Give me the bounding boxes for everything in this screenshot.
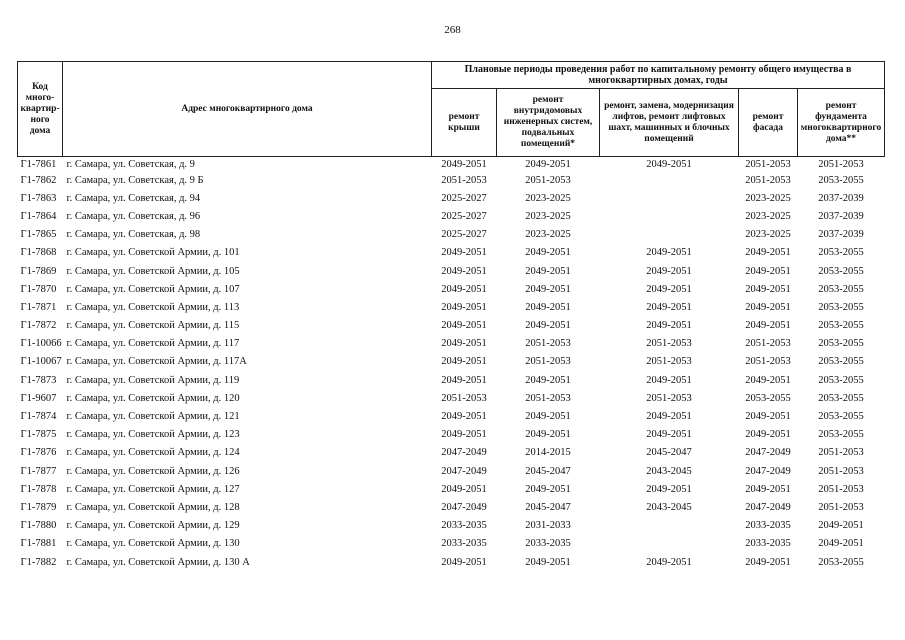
cell-facade: 2051-2053 (745, 356, 791, 368)
cell-code: Г1-7877 (20, 465, 57, 477)
cell-foundation: 2053-2055 (818, 429, 864, 441)
cell-code: Г1-7876 (20, 447, 57, 459)
cell-systems: 2049-2051 (525, 483, 571, 495)
cell-address: г. Самара, ул. Советской Армии, д. 128 (66, 501, 240, 513)
cell-systems: 2023-2025 (525, 229, 571, 241)
cell-systems: 2049-2051 (525, 158, 571, 170)
cell-facade: 2023-2025 (745, 192, 791, 204)
table-row (18, 498, 885, 516)
cell-foundation: 2037-2039 (818, 192, 864, 204)
cell-facade: 2049-2051 (745, 301, 791, 313)
cell-systems: 2051-2053 (525, 392, 571, 404)
header-roof: ремонт крыши (432, 89, 497, 157)
cell-roof: 2047-2049 (441, 447, 487, 459)
table-row (18, 280, 885, 298)
cell-elevators (600, 171, 739, 189)
cell-code: Г1-7878 (20, 483, 57, 495)
table-body (18, 157, 885, 572)
table-row (18, 517, 885, 535)
table-row (18, 226, 885, 244)
cell-systems: 2033-2035 (525, 538, 571, 550)
cell-facade: 2049-2051 (745, 374, 791, 386)
table-header (18, 62, 885, 157)
cell-code: Г1-7869 (20, 265, 57, 277)
cell-elevators (600, 226, 739, 244)
cell-elevators: 2049-2051 (646, 283, 692, 295)
table-row (18, 157, 885, 172)
cell-facade: 2049-2051 (745, 429, 791, 441)
cell-roof: 2033-2035 (441, 538, 487, 550)
cell-facade: 2049-2051 (745, 483, 791, 495)
table-row (18, 262, 885, 280)
cell-systems: 2049-2051 (525, 429, 571, 441)
cell-roof: 2033-2035 (441, 520, 487, 532)
cell-facade: 2047-2049 (745, 501, 791, 513)
cell-foundation: 2037-2039 (818, 210, 864, 222)
cell-facade: 2023-2025 (745, 229, 791, 241)
cell-roof: 2049-2051 (441, 338, 487, 350)
table-row (18, 426, 885, 444)
cell-code: Г1-9607 (20, 392, 57, 404)
cell-roof: 2047-2049 (441, 465, 487, 477)
cell-code: Г1-7865 (20, 229, 57, 241)
cell-roof: 2025-2027 (441, 210, 487, 222)
cell-code: Г1-7873 (20, 374, 57, 386)
cell-code: Г1-10067 (20, 356, 62, 368)
cell-code: Г1-7868 (20, 247, 57, 259)
cell-systems: 2049-2051 (525, 265, 571, 277)
cell-systems: 2014-2015 (525, 447, 571, 459)
cell-facade: 2051-2053 (745, 174, 791, 186)
cell-code: Г1-7863 (20, 192, 57, 204)
cell-systems: 2049-2051 (525, 374, 571, 386)
cell-address: г. Самара, ул. Советской Армии, д. 119 (66, 374, 240, 386)
cell-facade: 2053-2055 (745, 392, 791, 404)
header-foundation: ремонт фундамента многоквартирного дома** (798, 89, 885, 157)
cell-facade: 2033-2035 (745, 520, 791, 532)
cell-foundation: 2051-2053 (818, 465, 864, 477)
cell-elevators: 2049-2051 (646, 158, 692, 170)
cell-foundation: 2053-2055 (818, 174, 864, 186)
cell-code: Г1-7882 (20, 556, 57, 568)
cell-systems: 2023-2025 (525, 192, 571, 204)
cell-elevators: 2049-2051 (646, 374, 692, 386)
header-elevators: ремонт, замена, модернизация лифтов, ремонт лифтовых шахт, машинных и блочных помещений (600, 89, 739, 157)
cell-foundation: 2053-2055 (818, 338, 864, 350)
cell-systems: 2023-2025 (525, 210, 571, 222)
cell-roof: 2025-2027 (441, 192, 487, 204)
header-systems: ремонт внутридомовых инженерных систем, подвальных помещений* (497, 89, 600, 157)
cell-facade: 2047-2049 (745, 447, 791, 459)
cell-address: г. Самара, ул. Советской Армии, д. 117 (66, 338, 240, 350)
cell-address: г. Самара, ул. Советской Армии, д. 129 (66, 520, 240, 532)
cell-systems: 2031-2033 (525, 520, 571, 532)
cell-elevators: 2051-2053 (646, 356, 692, 368)
cell-code: Г1-7874 (20, 411, 57, 423)
cell-roof: 2025-2027 (441, 229, 487, 241)
cell-address: г. Самара, ул. Советской Армии, д. 107 (66, 283, 240, 295)
cell-address: г. Самара, ул. Советская, д. 9 (66, 158, 195, 170)
cell-address: г. Самара, ул. Советская, д. 98 (66, 229, 201, 241)
cell-roof: 2049-2051 (441, 247, 487, 259)
cell-facade: 2051-2053 (745, 338, 791, 350)
cell-systems: 2049-2051 (525, 283, 571, 295)
cell-systems: 2049-2051 (525, 301, 571, 313)
table-row (18, 207, 885, 225)
cell-elevators: 2049-2051 (646, 301, 692, 313)
table-row (18, 444, 885, 462)
cell-facade: 2049-2051 (745, 556, 791, 568)
table-row (18, 480, 885, 498)
cell-foundation: 2049-2051 (818, 538, 864, 550)
cell-address: г. Самара, ул. Советской Армии, д. 130 А (66, 556, 250, 568)
cell-code: Г1-7870 (20, 283, 57, 295)
cell-code: Г1-7875 (20, 429, 57, 441)
cell-roof: 2049-2051 (441, 265, 487, 277)
cell-systems: 2049-2051 (525, 556, 571, 568)
cell-roof: 2047-2049 (441, 501, 487, 513)
cell-elevators: 2049-2051 (646, 429, 692, 441)
capital-repair-table (17, 61, 885, 571)
cell-code: Г1-7864 (20, 210, 57, 222)
cell-elevators: 2051-2053 (646, 392, 692, 404)
cell-systems: 2051-2053 (525, 356, 571, 368)
cell-address: г. Самара, ул. Советской Армии, д. 121 (66, 411, 240, 423)
cell-elevators: 2049-2051 (646, 556, 692, 568)
cell-address: г. Самара, ул. Советской Армии, д. 124 (66, 447, 240, 459)
cell-roof: 2049-2051 (441, 301, 487, 313)
header-address: Адрес многоквартирного дома (63, 62, 432, 157)
cell-roof: 2049-2051 (441, 356, 487, 368)
cell-code: Г1-7880 (20, 520, 57, 532)
cell-foundation: 2053-2055 (818, 556, 864, 568)
cell-elevators: 2049-2051 (646, 411, 692, 423)
cell-elevators (600, 189, 739, 207)
cell-address: г. Самара, ул. Советской Армии, д. 126 (66, 465, 240, 477)
cell-roof: 2049-2051 (441, 283, 487, 295)
cell-facade: 2049-2051 (745, 283, 791, 295)
cell-elevators (600, 517, 739, 535)
cell-roof: 2049-2051 (441, 411, 487, 423)
cell-roof: 2049-2051 (441, 556, 487, 568)
table-row (18, 353, 885, 371)
cell-systems: 2049-2051 (525, 320, 571, 332)
cell-facade: 2049-2051 (745, 411, 791, 423)
cell-foundation: 2053-2055 (818, 374, 864, 386)
cell-code: Г1-7879 (20, 501, 57, 513)
cell-code: Г1-10066 (20, 338, 62, 350)
table-row (18, 371, 885, 389)
header-code: Код много-квартир-ного дома (18, 62, 63, 157)
cell-foundation: 2053-2055 (818, 356, 864, 368)
cell-elevators: 2049-2051 (646, 265, 692, 277)
table-row (18, 389, 885, 407)
cell-systems: 2051-2053 (525, 174, 571, 186)
cell-elevators (600, 207, 739, 225)
table-row (18, 171, 885, 189)
cell-address: г. Самара, ул. Советской Армии, д. 120 (66, 392, 240, 404)
cell-facade: 2051-2053 (745, 158, 791, 170)
cell-systems: 2049-2051 (525, 247, 571, 259)
cell-address: г. Самара, ул. Советской Армии, д. 123 (66, 429, 240, 441)
cell-foundation: 2051-2053 (818, 483, 864, 495)
cell-elevators: 2045-2047 (646, 447, 692, 459)
cell-elevators: 2049-2051 (646, 320, 692, 332)
header-facade: ремонт фасада (739, 89, 798, 157)
cell-foundation: 2053-2055 (818, 392, 864, 404)
cell-code: Г1-7872 (20, 320, 57, 332)
cell-foundation: 2053-2055 (818, 320, 864, 332)
cell-foundation: 2051-2053 (818, 158, 864, 170)
table-row (18, 553, 885, 571)
cell-roof: 2049-2051 (441, 429, 487, 441)
cell-foundation: 2053-2055 (818, 265, 864, 277)
header-work-periods: Плановые периоды проведения работ по капитальному ремонту общего имущества в многоквартирных домах, годы (432, 62, 885, 89)
cell-code: Г1-7871 (20, 301, 57, 313)
cell-systems: 2045-2047 (525, 465, 571, 477)
cell-address: г. Самара, ул. Советской Армии, д. 127 (66, 483, 240, 495)
cell-facade: 2047-2049 (745, 465, 791, 477)
page-number: 268 (444, 24, 461, 36)
cell-facade: 2049-2051 (745, 265, 791, 277)
cell-address: г. Самара, ул. Советской Армии, д. 130 (66, 538, 240, 550)
cell-facade: 2033-2035 (745, 538, 791, 550)
cell-address: г. Самара, ул. Советской Армии, д. 105 (66, 265, 240, 277)
cell-address: г. Самара, ул. Советской Армии, д. 117А (66, 356, 247, 368)
cell-elevators: 2043-2045 (646, 501, 692, 513)
cell-address: г. Самара, ул. Советской Армии, д. 101 (66, 247, 240, 259)
cell-systems: 2051-2053 (525, 338, 571, 350)
cell-address: г. Самара, ул. Советская, д. 94 (66, 192, 201, 204)
cell-roof: 2049-2051 (441, 158, 487, 170)
cell-foundation: 2053-2055 (818, 247, 864, 259)
cell-address: г. Самара, ул. Советская, д. 9 Б (66, 174, 204, 186)
cell-roof: 2049-2051 (441, 483, 487, 495)
table-row (18, 462, 885, 480)
cell-code: Г1-7881 (20, 538, 57, 550)
table-row (18, 189, 885, 207)
cell-address: г. Самара, ул. Советской Армии, д. 113 (66, 301, 240, 313)
cell-foundation: 2051-2053 (818, 501, 864, 513)
cell-roof: 2049-2051 (441, 374, 487, 386)
cell-systems: 2049-2051 (525, 411, 571, 423)
cell-foundation: 2053-2055 (818, 301, 864, 313)
cell-elevators (600, 535, 739, 553)
table-row (18, 317, 885, 335)
cell-elevators: 2049-2051 (646, 247, 692, 259)
table-row (18, 335, 885, 353)
cell-foundation: 2053-2055 (818, 283, 864, 295)
cell-elevators: 2043-2045 (646, 465, 692, 477)
table-row (18, 535, 885, 553)
cell-facade: 2049-2051 (745, 247, 791, 259)
cell-foundation: 2049-2051 (818, 520, 864, 532)
cell-roof: 2051-2053 (441, 174, 487, 186)
cell-systems: 2045-2047 (525, 501, 571, 513)
cell-foundation: 2053-2055 (818, 411, 864, 423)
cell-facade: 2023-2025 (745, 210, 791, 222)
cell-facade: 2049-2051 (745, 320, 791, 332)
cell-code: Г1-7862 (20, 174, 57, 186)
cell-elevators: 2049-2051 (646, 483, 692, 495)
cell-address: г. Самара, ул. Советской Армии, д. 115 (66, 320, 240, 332)
cell-roof: 2049-2051 (441, 320, 487, 332)
table-row (18, 244, 885, 262)
cell-foundation: 2051-2053 (818, 447, 864, 459)
cell-foundation: 2037-2039 (818, 229, 864, 241)
cell-address: г. Самара, ул. Советская, д. 96 (66, 210, 201, 222)
table-row (18, 407, 885, 425)
cell-roof: 2051-2053 (441, 392, 487, 404)
cell-code: Г1-7861 (20, 158, 57, 170)
cell-elevators: 2051-2053 (646, 338, 692, 350)
table-row (18, 298, 885, 316)
